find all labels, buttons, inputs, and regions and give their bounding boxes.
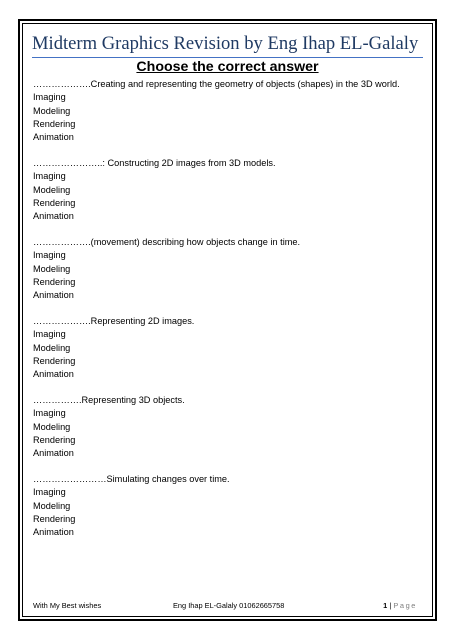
- footer-page-indicator: [383, 601, 417, 611]
- page-label: Page: [393, 601, 417, 610]
- option-rendering: Rendering: [33, 276, 76, 287]
- question-4: [33, 315, 425, 381]
- question-1: [33, 78, 425, 144]
- question-prompt: ……………………Simulating changes over time.: [33, 473, 230, 484]
- option-modeling: Modeling: [33, 105, 71, 116]
- option-rendering: Rendering: [33, 197, 76, 208]
- option-rendering: Rendering: [33, 118, 76, 129]
- document-title: Midterm Graphics Revision by Eng Ihap EL-Galaly: [32, 33, 419, 54]
- question-prompt: ……………….Creating and representing the geometry of objects (shapes) in the 3D world.: [33, 79, 400, 89]
- option-imaging: Imaging: [33, 171, 66, 182]
- option-modeling: Modeling: [33, 500, 71, 511]
- option-imaging: Imaging: [33, 329, 66, 340]
- option-rendering: Rendering: [33, 513, 76, 524]
- option-rendering: Rendering: [33, 355, 76, 366]
- question-5: [33, 394, 425, 460]
- option-imaging: Imaging: [33, 408, 66, 419]
- option-animation: Animation: [33, 527, 74, 538]
- page-number: 1: [383, 601, 388, 610]
- question-prompt: ……………….(movement) describing how objects change in time.: [33, 236, 301, 247]
- footer-author-contact: Eng Ihap EL-Galaly 01062665758: [173, 601, 285, 610]
- section-heading: Choose the correct answer: [136, 59, 319, 75]
- question-prompt: …………………..: Constructing 2D images from 3D models.: [33, 157, 276, 168]
- option-imaging: Imaging: [33, 250, 66, 261]
- question-6: [33, 473, 425, 539]
- option-imaging: Imaging: [33, 487, 66, 498]
- page-separator: |: [387, 601, 394, 610]
- option-modeling: Modeling: [33, 342, 71, 353]
- option-modeling: Modeling: [33, 184, 71, 195]
- option-modeling: Modeling: [33, 263, 71, 274]
- option-animation: Animation: [33, 132, 74, 143]
- option-animation: Animation: [33, 448, 74, 459]
- option-animation: Animation: [33, 290, 74, 301]
- option-imaging: Imaging: [33, 92, 66, 103]
- option-animation: Animation: [33, 369, 74, 380]
- option-rendering: Rendering: [33, 434, 76, 445]
- question-prompt: …………….Representing 3D objects.: [33, 394, 185, 405]
- option-animation: Animation: [33, 211, 74, 222]
- option-modeling: Modeling: [33, 421, 71, 432]
- footer-wishes: With My Best wishes: [33, 601, 102, 610]
- question-2: [33, 157, 425, 223]
- question-3: [33, 236, 425, 302]
- question-list: [33, 78, 425, 552]
- question-prompt: ……………….Representing 2D images.: [33, 315, 195, 326]
